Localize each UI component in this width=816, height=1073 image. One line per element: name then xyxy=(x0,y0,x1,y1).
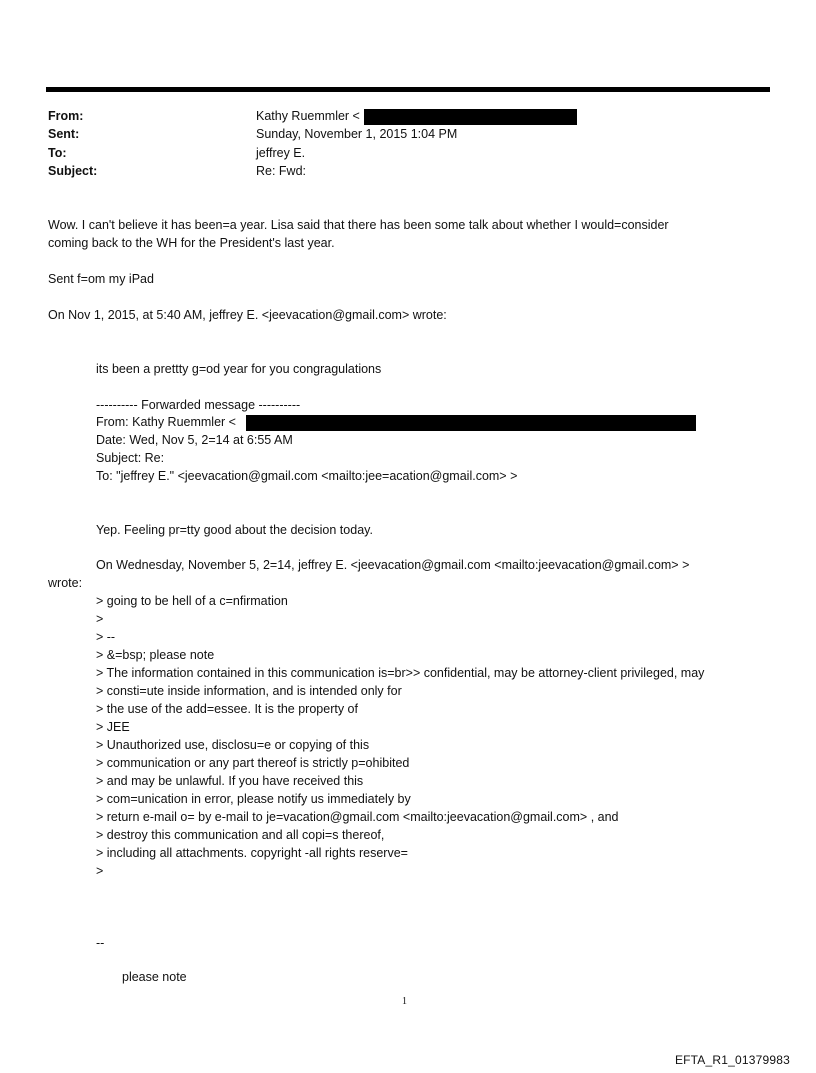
quoted-line: > return e-mail o= by e-mail to je=vacation@gmail.com <mailto:jeevacation@gmail.com> , and xyxy=(96,810,619,824)
yep-line: Yep. Feeling pr=tty good about the decision today. xyxy=(96,523,373,537)
quoted-line: > com=unication in error, please notify us immediately by xyxy=(96,792,411,806)
quoted-line: > xyxy=(96,612,104,626)
quoted-line: > the use of the add=essee. It is the property of xyxy=(96,702,358,716)
forwarded-subject: Subject: Re: xyxy=(96,451,165,465)
forwarded-header: ---------- Forwarded message ---------- xyxy=(96,398,301,412)
quoted-line: > The information contained in this communication is=br>> confidential, may be attorney-client privileged, may xyxy=(96,666,705,680)
body-line-2: coming back to the WH for the President's last year. xyxy=(48,236,335,250)
from-label: From: xyxy=(48,109,84,123)
to-value: jeffrey E. xyxy=(256,146,306,160)
quoted-line: > consti=ute inside information, and is intended only for xyxy=(96,684,402,698)
forwarded-from: From: Kathy Ruemmler < xyxy=(96,415,236,429)
sent-label: Sent: xyxy=(48,127,80,141)
sent-from: Sent f=om my iPad xyxy=(48,272,154,286)
redaction-bar xyxy=(246,415,696,431)
quoted-line: > communication or any part thereof is strictly p=ohibited xyxy=(96,756,410,770)
from-value: Kathy Ruemmler < xyxy=(256,109,360,123)
on-wednesday-line: On Wednesday, November 5, 2=14, jeffrey E. <jeevacation@gmail.com <mailto:jeevacation@gmail.com> > xyxy=(96,558,690,572)
signature-dash: -- xyxy=(96,936,105,950)
quoted-line: > going to be hell of a c=nfirmation xyxy=(96,594,288,608)
quoted-line: > xyxy=(96,864,104,878)
quoted-line: > destroy this communication and all copi=s thereof, xyxy=(96,828,385,842)
wrote-label: wrote: xyxy=(48,576,83,590)
quoted-line: > and may be unlawful. If you have received this xyxy=(96,774,364,788)
subject-value: Re: Fwd: xyxy=(256,164,307,178)
quote-intro: On Nov 1, 2015, at 5:40 AM, jeffrey E. <jeevacation@gmail.com> wrote: xyxy=(48,308,447,322)
sent-value: Sunday, November 1, 2015 1:04 PM xyxy=(256,127,458,141)
please-note: please note xyxy=(122,970,187,984)
quoted-line: > Unauthorized use, disclosu=e or copying of this xyxy=(96,738,370,752)
page-number: 1 xyxy=(402,996,407,1007)
forwarded-to: To: "jeffrey E." <jeevacation@gmail.com <mailto:jee=acation@gmail.com> > xyxy=(96,469,518,483)
subject-label: Subject: xyxy=(48,164,98,178)
document-id: EFTA_R1_01379983 xyxy=(674,1053,790,1067)
quoted-line: > including all attachments. copyright -all rights reserve= xyxy=(96,846,408,860)
quoted-line: > -- xyxy=(96,630,116,644)
forwarded-date: Date: Wed, Nov 5, 2=14 at 6:55 AM xyxy=(96,433,293,447)
reply-text: its been a prettty g=od year for you congragulations xyxy=(96,362,382,376)
redaction-bar xyxy=(364,109,577,125)
top-rule xyxy=(46,87,770,92)
body-line-1: Wow. I can't believe it has been=a year. Lisa said that there has been some talk about whether I would=consider xyxy=(48,218,669,232)
quoted-line: > JEE xyxy=(96,720,130,734)
to-label: To: xyxy=(48,146,67,160)
quoted-line: > &=bsp; please note xyxy=(96,648,215,662)
